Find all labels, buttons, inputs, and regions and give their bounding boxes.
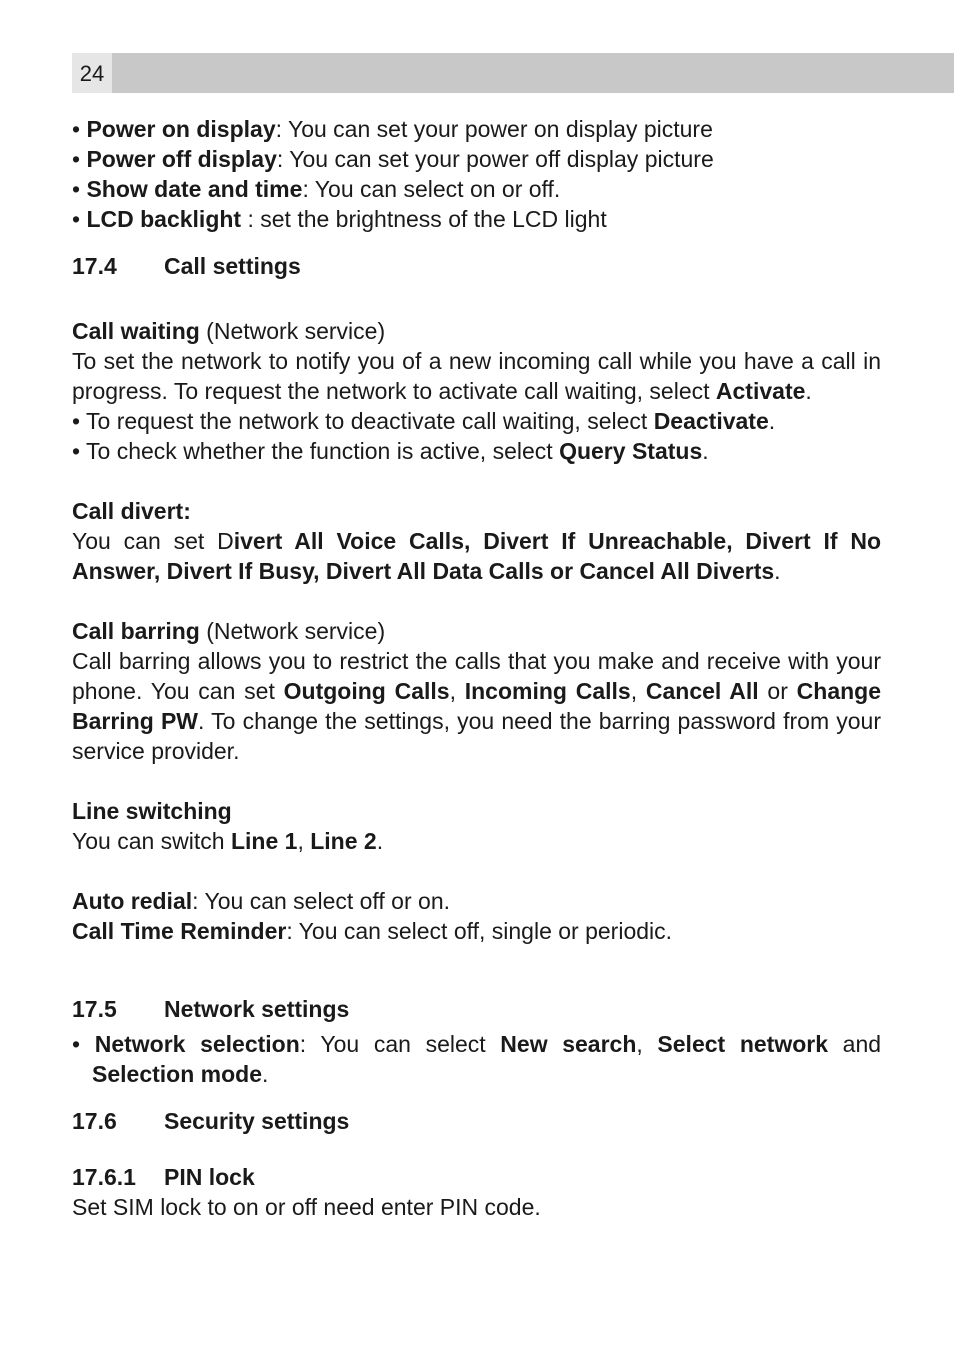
auto-redial: Auto redial: You can select off or on. xyxy=(72,888,450,914)
line-switching-title: Line switching xyxy=(72,798,232,824)
page-header-bar xyxy=(72,53,954,93)
bullet-power-on-display: • Power on display: You can set your power on display picture xyxy=(72,116,713,142)
network-selection-bullet: • Network selection: You can select New search, Select network and Selection mode. xyxy=(72,1031,882,1087)
call-waiting-bullet-query: • To check whether the function is active, select Query Status. xyxy=(72,438,709,464)
section-17-5-heading: 17.5 Network settings xyxy=(72,996,350,1022)
page-number: 24 xyxy=(72,53,112,93)
call-waiting-description: To set the network to notify you of a new incoming call while you have a call in progress. To request the network to activate call waiting, select Activate. xyxy=(72,348,881,404)
call-divert-description: You can set Divert All Voice Calls, Divert If Unreachable, Divert If No Answer, Divert If Busy, Divert All Data Calls or Cancel All Diverts. xyxy=(72,528,882,584)
call-time-reminder: Call Time Reminder: You can select off, single or periodic. xyxy=(72,918,673,944)
line-switching-text: You can switch Line 1, Line 2. xyxy=(72,828,384,854)
pin-lock-text: Set SIM lock to on or off need enter PIN code. xyxy=(72,1194,541,1220)
call-waiting-title: Call waiting (Network service) xyxy=(72,318,386,344)
section-17-6-1-heading: 17.6.1 PIN lock xyxy=(72,1164,255,1190)
section-17-6-heading: 17.6 Security settings xyxy=(72,1108,350,1134)
bullet-show-date-time: • Show date and time: You can select on or off. xyxy=(72,176,561,202)
call-barring-title: Call barring (Network service) xyxy=(72,618,386,644)
call-barring-description: Call barring allows you to restrict the calls that you make and receive with your phone. You can set Outgoing Calls, Incoming Calls, Cancel All or Change Barring PW. To change the settings, you need the barring password from your service provider. xyxy=(72,648,882,764)
call-divert-title: Call divert: xyxy=(72,498,191,524)
page-content xyxy=(72,114,881,1222)
call-waiting-bullet-deactivate: • To request the network to deactivate call waiting, select Deactivate. xyxy=(72,408,776,434)
section-17-4-heading: 17.4 Call settings xyxy=(72,253,301,279)
bullet-power-off-display: • Power off display: You can set your power off display picture xyxy=(72,146,714,172)
bullet-lcd-backlight: • LCD backlight : set the brightness of the LCD light xyxy=(72,206,607,232)
